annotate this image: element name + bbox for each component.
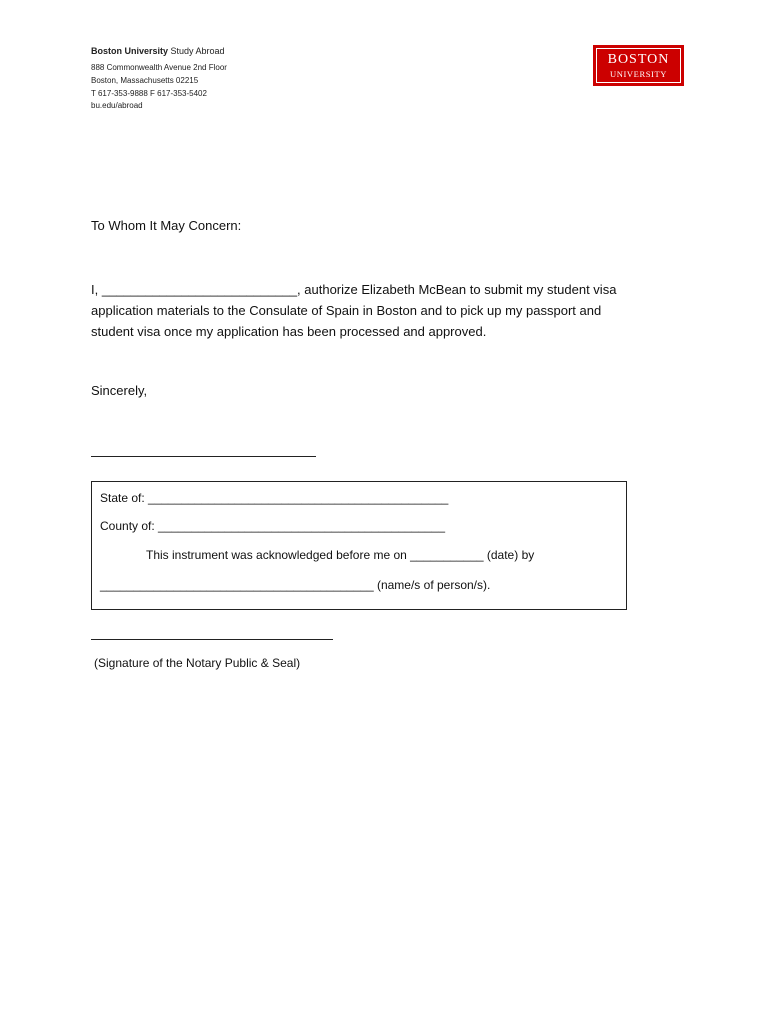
paragraph-line: I, ___________________________, authorize Elizabeth McBean to submit my student visa <box>91 282 617 297</box>
letterhead-address-line: 888 Commonwealth Avenue 2nd Floor <box>91 63 227 72</box>
paragraph-line: student visa once my application has been processed and approved. <box>91 324 487 339</box>
notary-acknowledgment-box <box>91 481 627 610</box>
letterhead-org-department: Study Abroad <box>168 46 225 56</box>
letterhead-address-line: Boston, Massachusetts 02215 <box>91 75 199 85</box>
letterhead-org-name: Boston University <box>91 46 169 56</box>
signature-line <box>91 456 316 457</box>
salutation: To Whom It May Concern: <box>91 218 242 233</box>
county-field: County of: ___________________________________________ <box>100 519 446 533</box>
logo-border <box>596 48 681 83</box>
authorization-paragraph <box>91 279 651 342</box>
notary-signature-caption: (Signature of the Notary Public & Seal) <box>94 656 301 670</box>
letterhead-web-line: bu.edu/abroad <box>91 101 143 111</box>
notary-signature-line <box>91 639 333 640</box>
logo-text-university: UNIVERSITY <box>610 69 667 79</box>
person-names-field: _________________________________________ (name/s of person/s). <box>100 578 491 592</box>
letterhead <box>91 44 227 113</box>
state-field: State of: _____________________________________________ <box>100 491 449 505</box>
boston-university-logo <box>593 45 684 86</box>
letterhead-phone-line: T 617-353-9888 F 617-353-5402 <box>91 88 207 98</box>
logo-text-boston: BOSTON <box>607 52 670 67</box>
letterhead-organization <box>91 44 227 58</box>
acknowledgment-statement: This instrument was acknowledged before me on ___________ (date) by <box>146 548 535 562</box>
paragraph-line: application materials to the Consulate of Spain in Boston and to pick up my passport and <box>91 303 602 318</box>
closing: Sincerely, <box>91 383 148 398</box>
